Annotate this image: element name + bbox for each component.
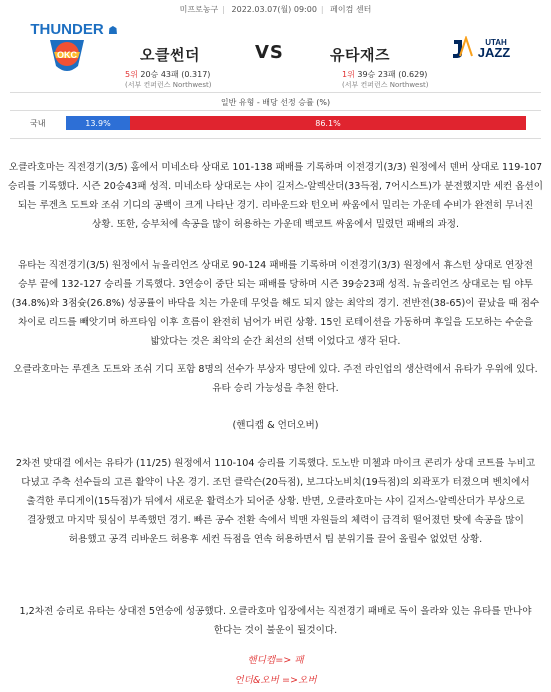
away-record xyxy=(342,69,427,80)
analysis-paragraph: 1,2차전 승리로 유타는 상대전 5연승에 성공했다. 오클라호마 입장에서는 직전경기 패배로 독이 올라와 있는 유타를 만나야 한다는 것이 불운이 될것이다. xyxy=(19,606,532,636)
home-division: (서부 컨퍼런스 Northwest) xyxy=(125,81,212,89)
match-datetime: 2022.03.07(월) 09:00 xyxy=(231,5,317,14)
home-share-bar xyxy=(66,116,130,130)
handicap-verdict: 핸디캡=> 패 xyxy=(247,655,304,666)
divider xyxy=(10,110,541,111)
analysis-paragraph: 유타는 직전경기(3/5) 원정에서 뉴올리언즈 상대로 90-124 패배를 기록하며 이전경기(3/3) 원정에서 휴스턴 상대로 연장전 승부 끝에 132-127 승리를 기록했다. 3연승이 중단 되는 패배를 당하며 시즌 39승23패 성적. 뉴올리언즈 상대로는 팀 야투(34.8%)와 3점슛(26.8%) 성공률이 바닥을 치는 가운데 무엇을 해도 되지 않는 최악의 경기. 전반전(38-65)이 끝났을 때 점수 차이로 리드를 빼앗기며 하프타임 이후 흐름이 완전히 넘어가 버린 상황. 15인 로테이션을 가동하며 후일을 도모하는 수순을 밟았다는 것은 최악의 순간 최선의 선택 이었다고 생각 된다. xyxy=(11,260,540,347)
home-team-name: 오클썬더 xyxy=(140,46,200,64)
divider xyxy=(10,138,541,139)
home-share-label: 13.9% xyxy=(85,118,111,128)
jazz-logo-text: UTAH xyxy=(485,38,507,47)
over-under-verdict: 언더&오버 =>오버 xyxy=(234,675,317,686)
away-share-bar xyxy=(130,116,526,130)
thunder-logo-text: THUNDER xyxy=(30,21,104,38)
venue-label: 페이컴 센터 xyxy=(330,5,372,14)
away-share-label: 86.1% xyxy=(315,118,341,128)
thunder-logo xyxy=(28,14,106,80)
analysis-paragraph: 오클라호마는 루겐츠 도트와 조쉬 기디 포함 8명의 선수가 부상자 명단에 있다. 주전 라인업의 생산력에서 유타가 우위에 있다. 유타 승리 가능성을 추천 한다. xyxy=(13,364,538,394)
home-record xyxy=(125,69,210,80)
match-info-bar: 미프로농구 | 2022.03.07(월) 09:00 | 페이컴 센터 xyxy=(179,5,372,14)
thunder-logo-subtext: OKC xyxy=(57,50,77,60)
home-icon: ☗ xyxy=(108,24,118,37)
jazz-logo-subtext: JAZZ xyxy=(477,45,511,60)
jazz-logo xyxy=(450,36,522,60)
away-team-name: 유타재즈 xyxy=(330,46,390,64)
league-label: 미프로농구 xyxy=(179,5,219,14)
analysis-paragraph: 오클라호마는 직전경기(3/5) 홈에서 미네소타 상대로 101-138 패배를 기록하며 이전경기(3/3) 원정에서 덴버 상대로 119-107 승리를 기록했다. 시즌 20승43패 성적. 미네소타 상대로는 샤이 길저스-알렉산더(33득점, 7어시스트)가 분전했지만 세컨 옵션이 되는 루겐츠 도트와 조쉬 기디의 공백이 크게 나타난 경기. 리바운드와 턴오버 싸움에서 밀리는 가운데 수비가 완전히 무너진 상황. 또한, 승부처에 속공을 많이 허용하는 가운데 백코트 싸움에서 밀렸던 패배의 과정. xyxy=(8,162,543,230)
away-rank: 1위 xyxy=(342,70,355,79)
away-win-loss: 39승 23패 (0.629) xyxy=(357,70,428,79)
home-rank: 5위 xyxy=(125,70,138,79)
away-division: (서부 컨퍼런스 Northwest) xyxy=(342,81,429,89)
vs-label: VS xyxy=(255,42,284,63)
betting-title: 일반 유형 - 배당 선정 승률 (%) xyxy=(220,98,331,107)
home-win-loss: 20승 43패 (0.317) xyxy=(140,70,211,79)
betting-row-label: 국내 xyxy=(30,119,46,128)
betting-bar xyxy=(66,116,526,130)
analysis-heading: (핸디캡 & 언더오버) xyxy=(232,420,319,431)
analysis-paragraph: 2차전 맞대결 에서는 유타가 (11/25) 원정에서 110-104 승리를 기록했다. 도노반 미첼과 마이크 콘리가 상대 코트를 누비고 다녔고 주축 선수들의 고른 활약이 나온 경기. 조던 클락슨(20득점), 보그다노비치(19득점)의 외곽포가 터졌으며 벤치에서 출격한 루디게이(15득점)가 뒤에서 새로운 활력소가 되어준 상황. 반면, 오클라호마는 샤이 길저스-알렉산더가 부상으로 결장했고 마지막 뒷심이 부족했던 경기. 빠른 공수 전환 속에서 빅맨 자원들의 체력이 급격히 떨어졌던 탓에 속공을 많이 허용했고 공격 리바운드 허용후 세컨 득점을 연속 허용하면서 팀 분위기를 끌어 올릴수 없었던 상황. xyxy=(15,458,536,545)
divider xyxy=(10,92,541,93)
